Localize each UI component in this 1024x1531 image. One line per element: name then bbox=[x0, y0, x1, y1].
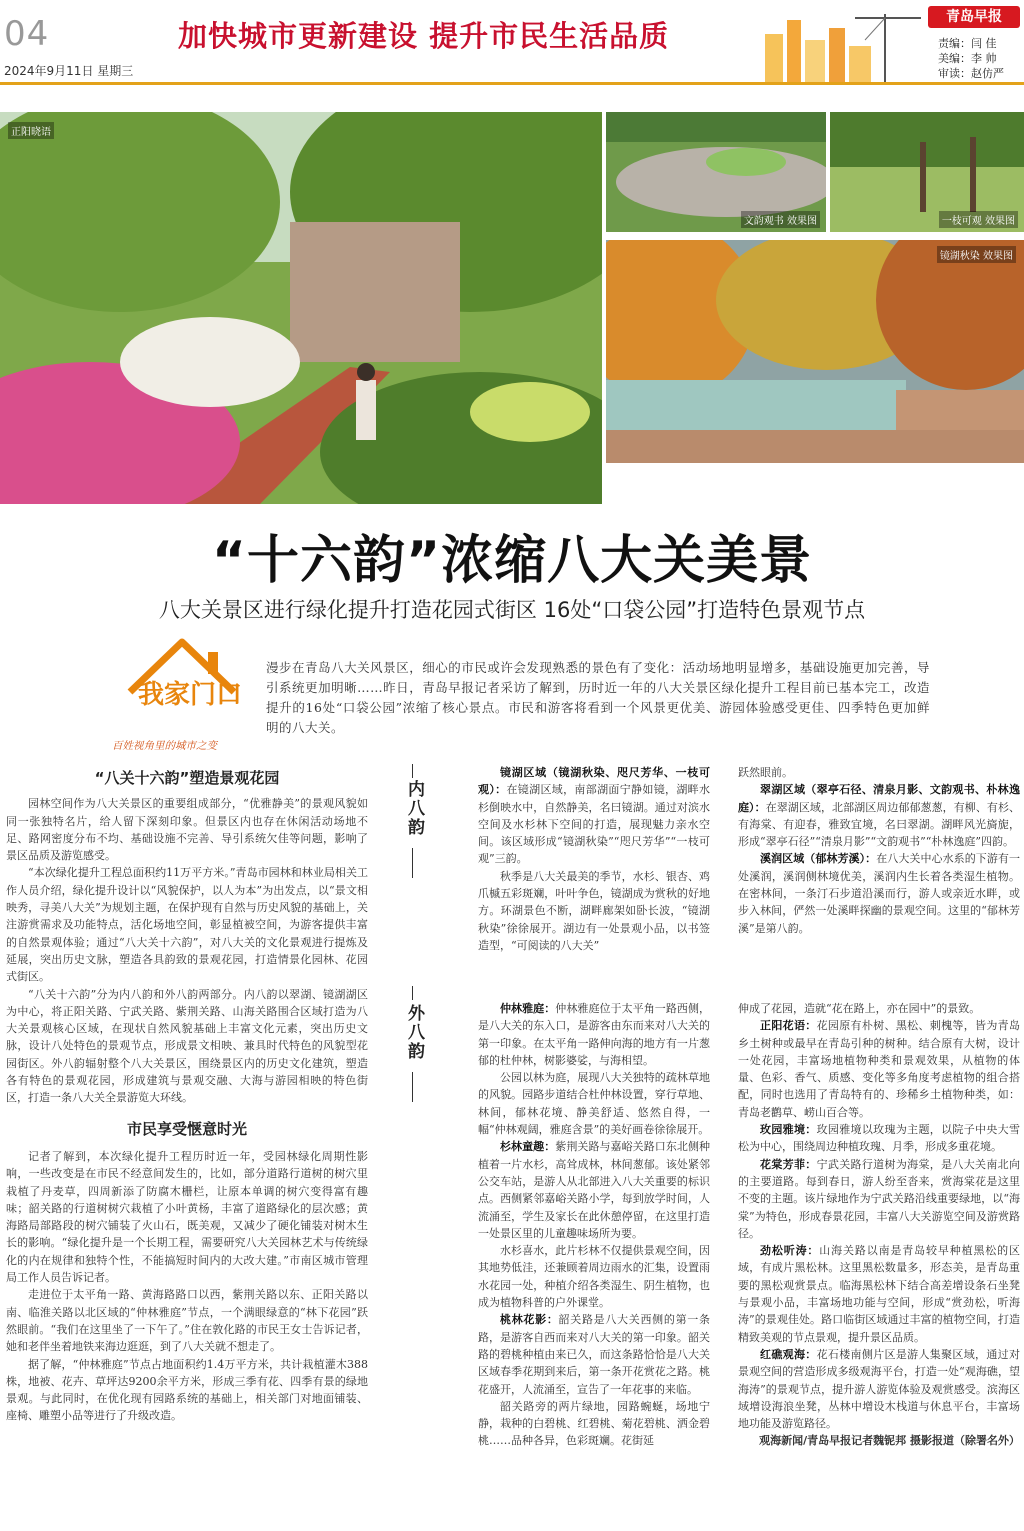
photo-bottom-right-lake bbox=[606, 240, 1024, 463]
paragraph: 走进位于太平角一路、黄海路路口以西，紫荆关路以东、正阳关路以南、临淮关路以北区域的“仲林雅庭”节点，一个满眼绿意的“林下花园”跃然眼前。“我们在这里坐了一下午了。”住在敦化路的市民王女士告诉记者，她和老伴坐着地铁来海边逛逛，到了八大关就不想走了。 bbox=[6, 1288, 368, 1354]
header-rule bbox=[0, 82, 1024, 85]
newspaper-logo: 青岛早报 bbox=[928, 6, 1020, 28]
column-1 bbox=[6, 770, 368, 1425]
paragraph-lead: 劲松听涛： bbox=[760, 1244, 820, 1258]
paragraph bbox=[738, 850, 1020, 936]
issue-date: 2024年9月11日 星期三 bbox=[4, 64, 134, 78]
paragraph bbox=[738, 764, 1020, 781]
section-heading: 市民享受惬意时光 bbox=[126, 1119, 247, 1138]
paragraph-lead: 杉林童趣： bbox=[500, 1140, 556, 1154]
paragraph-lead: 正阳花语： bbox=[760, 1019, 817, 1033]
paragraph-text: 水杉喜水，此片杉林不仅提供景观空间，因其地势低洼，还兼顾着周边雨水的汇集，设置雨水花园一处，种植介绍各类湿生、阴生植物，也成为植物科普的户外课堂。 bbox=[478, 1244, 710, 1310]
article-title: “十六韵”浓缩八大关美景 bbox=[211, 531, 813, 591]
paragraph bbox=[738, 1346, 1020, 1432]
main-photo-garden-path bbox=[0, 112, 602, 504]
autumn-lake-image bbox=[606, 240, 1024, 463]
column-logo bbox=[112, 634, 252, 754]
paragraph-text: 在镜湖区域，南部湖面宁静如镜，湖畔水杉倒映水中，自然静美，名曰镜湖。通过对滨水空间及水杉林下空间的打造，展现魅力亲水空间。该区域形成“镜湖秋染”“咫尺芳华”“一枝可观”三韵。 bbox=[478, 783, 711, 866]
paragraph bbox=[738, 1121, 1020, 1156]
column-3-bottom bbox=[738, 1000, 1020, 1450]
divider-line bbox=[412, 848, 413, 878]
paragraph-text: 跃然眼前。 bbox=[738, 766, 793, 779]
photo-caption: 文韵观书 效果图 bbox=[741, 211, 820, 228]
photo-caption: 一枝可观 效果图 bbox=[939, 211, 1018, 228]
paragraph-text: 花园原有朴树、黑松、刺槐等，皆为青岛乡土树种或最早在青岛引种的树种。结合原有大树，设计一处花园，丰富场地植物种类和景观效果，从植物的体量、色彩、香气、质感、变化等多角度考虑植物的组合搭配，同时也选用了青岛特有的、珍稀乡土植物种类，如：青岛老鹳草、崂山百合等。 bbox=[738, 1019, 1021, 1119]
paragraph-text: 在翠湖区域，北部湖区周边郁郁葱葱，有柳、有杉、有海棠、有迎春，雅致宜境，名曰翠湖。湖畔风光旖旎，形成“翠亭石径”“清泉月影”“文韵观书”“朴林逸庭”四韵。 bbox=[738, 800, 1021, 849]
paragraph-text: 仲林雅庭位于太平角一路西侧，是八大关的东入口，是游客由东而来对八大关的第一印象。在太平角一路伸向海的地方有一片葱郁的杜仲林，树影婆娑，与海相望。 bbox=[478, 1002, 711, 1067]
paragraph: 记者了解到，本次绿化提升工程历时近一年，受园林绿化周期性影响，一些改变是在市民不经意间发生的，比如，部分道路行道树的树穴里栽植了丹麦草，四周新添了防腐木栅栏，让原本单调的树穴变得富有趣味；韶关路的行道树树穴栽植了小叶黄杨，丰富了道路绿化的层次感；黄海路局部路段的树穴铺装了火山石，既美观，又减少了硬化铺装对树木生长的影响。“绿化提升是一个长期工程，需要研究八大关园林艺术与传统绿化的内在规律和独特个性，不能搞短时间内的大改大建。”市南区城市管理局工作人员告诉记者。 bbox=[6, 1149, 368, 1285]
column-2-bottom bbox=[478, 1000, 710, 1450]
credit-line: 责编：闫 佳 bbox=[938, 37, 997, 50]
paragraph bbox=[478, 1138, 710, 1242]
editor-credits bbox=[938, 36, 1004, 81]
credit-line: 美编：李 帅 bbox=[938, 52, 997, 65]
photo-top-mid bbox=[606, 112, 826, 232]
column-logo-tagline: 百姓视角里的城市之变 bbox=[112, 740, 217, 752]
paragraph bbox=[738, 1017, 1020, 1121]
paragraph-text: 花石楼南侧片区是游人集聚区域，通过对景观空间的营造形成多级观海平台，打造一处“观海礁，望海涛”的景观节点，提升游人游览体验及观赏感受。滨海区域增设海浪坐凳，丛林中增设木栈道与休息平台，丰富场地功能及游览路径。 bbox=[738, 1347, 1021, 1431]
paragraph bbox=[478, 764, 710, 868]
section-heading: “八关十六韵”塑造景观花园 bbox=[94, 769, 280, 787]
credit-line: 审读：赵仿严 bbox=[938, 67, 1004, 80]
paragraph-text: 山海关路以南是青岛较早种植黑松的区域，有成片黑松林。这里黑松数量多，形态美，是青岛重要的黑松观赏景点。临海黑松林下结合高差增设条石坐凳与景观小品，丰富场地功能与空间，形成“赏劲松，听海涛”的景观佳处。路口临街区域通过丰富的植物空间，打造精致美观的节点景观，提升景区品质。 bbox=[738, 1244, 1021, 1344]
paragraph-text: 宁武关路行道树为海棠，是八大关南北向的主要道路。每到春日，游人纷至沓来，赏海棠花是这里不变的主题。该片绿地作为宁武关路沿线重要绿地，以“海棠”为特色，形成春景花园，丰富八大关游览空间及游赏路径。 bbox=[738, 1157, 1021, 1240]
photo-caption: 正阳晓语 bbox=[8, 122, 54, 139]
label-inner-eight: 内八韵 bbox=[404, 780, 424, 837]
paragraph bbox=[478, 1069, 710, 1138]
paragraph bbox=[478, 1398, 710, 1450]
paragraph: “本次绿化提升工程总面积约11万平方米。”青岛市园林和林业局相关工作人员介绍，绿化提升设计以“风貌保护，以人为本”为出发点，以“景文相映秀，寻美八大关”为规划主题，在保护现有自然与历史风貌的基础上，关注游赏需求及功能特点，活化场地空间，彰显植被空间，为游客提供丰富的自然景观体验；通过“八大关十六韵”，对八大关的文化景观进行提炼及延展，突出历史文脉，塑造各具韵致的景观花园，打造情景化园林、花园式街区。 bbox=[6, 866, 368, 984]
paragraph-text: 紫荆关路与嘉峪关路口东北侧种植着一片水杉，高耸成林，林间葱郁。该处紧邻公交车站，是游人从北部进入八大关重要的标识点。西侧紧邻嘉峪关路小学，每到放学时间，人流涌至，学生及家长在此休憩停留，在这里打造一处景区里的儿童趣味场所为要。 bbox=[478, 1140, 711, 1240]
paragraph-lead: 红礁观海： bbox=[760, 1347, 817, 1361]
paragraph-lead: 玫园雅境： bbox=[760, 1123, 817, 1137]
paragraph-text: 韶关路是八大关西侧的第一条路，是游客自西而来对八大关的第一印象。韶关路的碧桃种植由来已久，而这条路恰恰是八大关区域春季花期到来后，第一条开花赏花之路。桃花盛开，人流涌至，宣告了一年花事的来临。 bbox=[478, 1313, 711, 1396]
divider-line bbox=[412, 1072, 413, 1102]
photo-top-right bbox=[830, 112, 1024, 232]
paragraph bbox=[738, 781, 1020, 850]
paragraph-lead: 镜湖区域（镜湖秋染、咫尺芳华、一枝可观）： bbox=[478, 766, 710, 797]
paragraph-lead: 仲林雅庭： bbox=[500, 1002, 556, 1015]
column-2-top bbox=[478, 764, 710, 954]
paragraph bbox=[478, 1311, 710, 1397]
paragraph-text: 在八大关中心水系的下游有一处溪润，溪润侧林境优美，溪润内生长着各类湿生植物。在密林间，一条汀石步道沿溪而行，游人或亲近水畔，或步入林间，俨然一处溪畔探幽的景观空间。这里的“郁林芳溪”是第八韵。 bbox=[738, 852, 1021, 935]
garden-path-image bbox=[0, 112, 602, 504]
paragraph-lead: 桃林花影： bbox=[500, 1313, 559, 1327]
paragraph-lead: 花棠芳菲： bbox=[760, 1157, 817, 1171]
label-outer-eight: 外八韵 bbox=[404, 1004, 424, 1061]
column-3-top bbox=[738, 764, 1020, 937]
article-intro: 漫步在青岛八大关风景区，细心的市民或许会发现熟悉的景色有了变化：活动场地明显增多，基础设施更加完善，导引系统更加明晰……昨日，青岛早报记者采访了解到，历时近一年的八大关景区绿化提升工程目前已基本完工，改造提升的16处“口袋公园”浓缩了核心景点。市民和游客将看到一个风景更优美、游园体验感受更佳、四季特色更加鲜明的八大关。 bbox=[266, 660, 930, 735]
paragraph-text: 公园以林为庭，展现八大关独特的疏林草地的风貌。园路步道结合杜仲林设置，穿行草地、林间，郁林花境、静美舒适、悠然自得，一幅“仲林观阔，雅庭含景”的美好画卷徐徐展开。 bbox=[478, 1071, 710, 1137]
paragraph-text: 伸成了花园，造就“花在路上，亦在园中”的景致。 bbox=[738, 1002, 981, 1015]
page-headline: 加快城市更新建设 提升市民生活品质 bbox=[178, 19, 670, 53]
column-logo-text: 我家门口 bbox=[138, 680, 243, 710]
paragraph bbox=[478, 1242, 710, 1311]
paragraph-lead: 翠湖区域（翠亭石径、清泉月影、文韵观书、朴林逸庭）： bbox=[738, 783, 1020, 814]
page-number: 04 bbox=[4, 14, 50, 54]
divider-line bbox=[412, 764, 413, 778]
divider-line bbox=[412, 986, 413, 1000]
paragraph bbox=[478, 1000, 710, 1069]
photo-caption: 镜湖秋染 效果图 bbox=[937, 246, 1016, 263]
paragraph-text: 韶关路旁的两片绿地，园路蜿蜒，场地宁静，栽种的白碧桃、红碧桃、菊花碧桃、洒金碧桃……品种各异，色彩斑斓。花街延 bbox=[478, 1399, 710, 1448]
paragraph: 园林空间作为八大关景区的重要组成部分，“优雅静美”的景观风貌如同一张独特名片，给人留下深刻印象。但景区内也存在休闲活动场地不足、路网密度分布不均、基础设施不完善、导引系统欠佳等问题，影响了景区品质及游览感受。 bbox=[6, 797, 368, 863]
paragraph: “八关十六韵”分为内八韵和外八韵两部分。内八韵以翠湖、镜湖湖区为中心，将正阳关路、宁武关路、紫荆关路、山海关路围合区域打造为八大关景观核心区域，在现状自然风貌基础上丰富文化元素，突出历史文脉，设计八处特色的景观节点，形成景文相映、兼具时代特色的风貌型花园街区。外八韵辐射整个八大关景区，围绕景区内的历史文化建筑，塑造各有特色的景观花园，形成建筑与景观交融、大海与游园相映的特色街区，打造一条八大关全景游览大环线。 bbox=[6, 987, 368, 1105]
article-subtitle: 八大关景区进行绿化提升打造花园式街区 16处“口袋公园”打造特色景观节点 bbox=[158, 598, 866, 622]
paragraph-text: 秋季是八大关最美的季节，水杉、银杏、鸡爪槭五彩斑斓，叶叶争色，镜湖成为赏秋的好地方。环湖景色不断，湖畔廊架如卧长波，“镜湖秋染”徐徐展开。湖边有一处景观小品，以书签造型，“可阅读的八大关” bbox=[478, 869, 710, 952]
paragraph bbox=[478, 868, 710, 954]
paragraph: 据了解，“仲林雅庭”节点占地面积约1.4万平方米，共计栽植灌木388株，地被、花卉、草坪达9200余平方米，形成三季有花、四季有景的绿地景观。与此同时，在优化现有园路系统的基础上，相关部门对地面铺装、座椅、雕塑小品等进行了升级改造。 bbox=[6, 1357, 368, 1423]
byline-text: 观海新闻/青岛早报记者魏铌邦 摄影报道（除署名外） bbox=[759, 1434, 1020, 1448]
byline bbox=[738, 1432, 1020, 1449]
paragraph-lead: 溪润区域（郁林芳溪）： bbox=[760, 852, 877, 866]
paragraph-text: 玫园雅境以玫瑰为主题，以院子中央大雪松为中心，围绕周边种植玫瑰、月季，形成多重花境。 bbox=[738, 1123, 1021, 1154]
paragraph bbox=[738, 1156, 1020, 1242]
paragraph bbox=[738, 1242, 1020, 1346]
paragraph bbox=[738, 1000, 1020, 1017]
